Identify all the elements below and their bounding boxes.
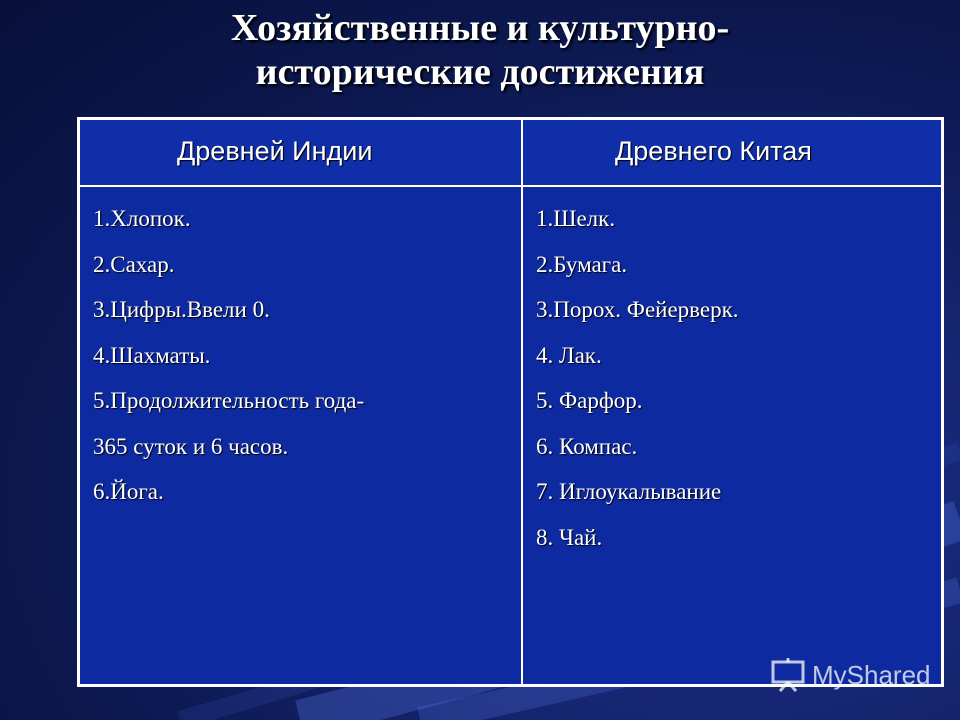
- list-item: 1.Шелк.: [536, 206, 616, 231]
- header-ancient-china: Древнего Китая: [615, 136, 812, 166]
- list-item: 365 суток и 6 часов.: [93, 433, 289, 459]
- achievements-table: [77, 117, 944, 687]
- list-item: 3.Цифры.Ввели 0.: [93, 297, 270, 322]
- presentation-board-icon: [770, 657, 806, 693]
- list-item: 3.Порох. Фейерверк.: [536, 297, 739, 322]
- list-item: 1.Хлопок.: [93, 206, 191, 231]
- slide-title-line-2: исторические достижения: [255, 51, 705, 93]
- list-item: 5.Продолжительность года-: [93, 388, 365, 413]
- list-item: 4. Лак.: [536, 342, 602, 368]
- slide-title: [0, 6, 960, 94]
- china-achievements-list: [536, 196, 739, 560]
- header-ancient-india: Древней Индии: [177, 136, 373, 166]
- list-item: 2.Сахар.: [93, 251, 175, 277]
- list-item: 2.Бумага.: [536, 251, 628, 277]
- list-item: 7. Иглоукалывание: [536, 479, 722, 504]
- india-achievements-list: [93, 196, 364, 515]
- list-item: 6.Йога.: [93, 479, 164, 504]
- watermark-text: MyShared: [812, 659, 931, 690]
- list-item: 6. Компас.: [536, 433, 638, 459]
- list-item: 4.Шахматы.: [93, 342, 211, 368]
- list-item: 8. Чай.: [536, 524, 603, 550]
- list-item: 5. Фарфор.: [536, 388, 643, 413]
- column-divider: [521, 120, 523, 684]
- myshared-watermark: [770, 655, 931, 695]
- slide-title-line-1: Хозяйственные и культурно-: [230, 7, 730, 49]
